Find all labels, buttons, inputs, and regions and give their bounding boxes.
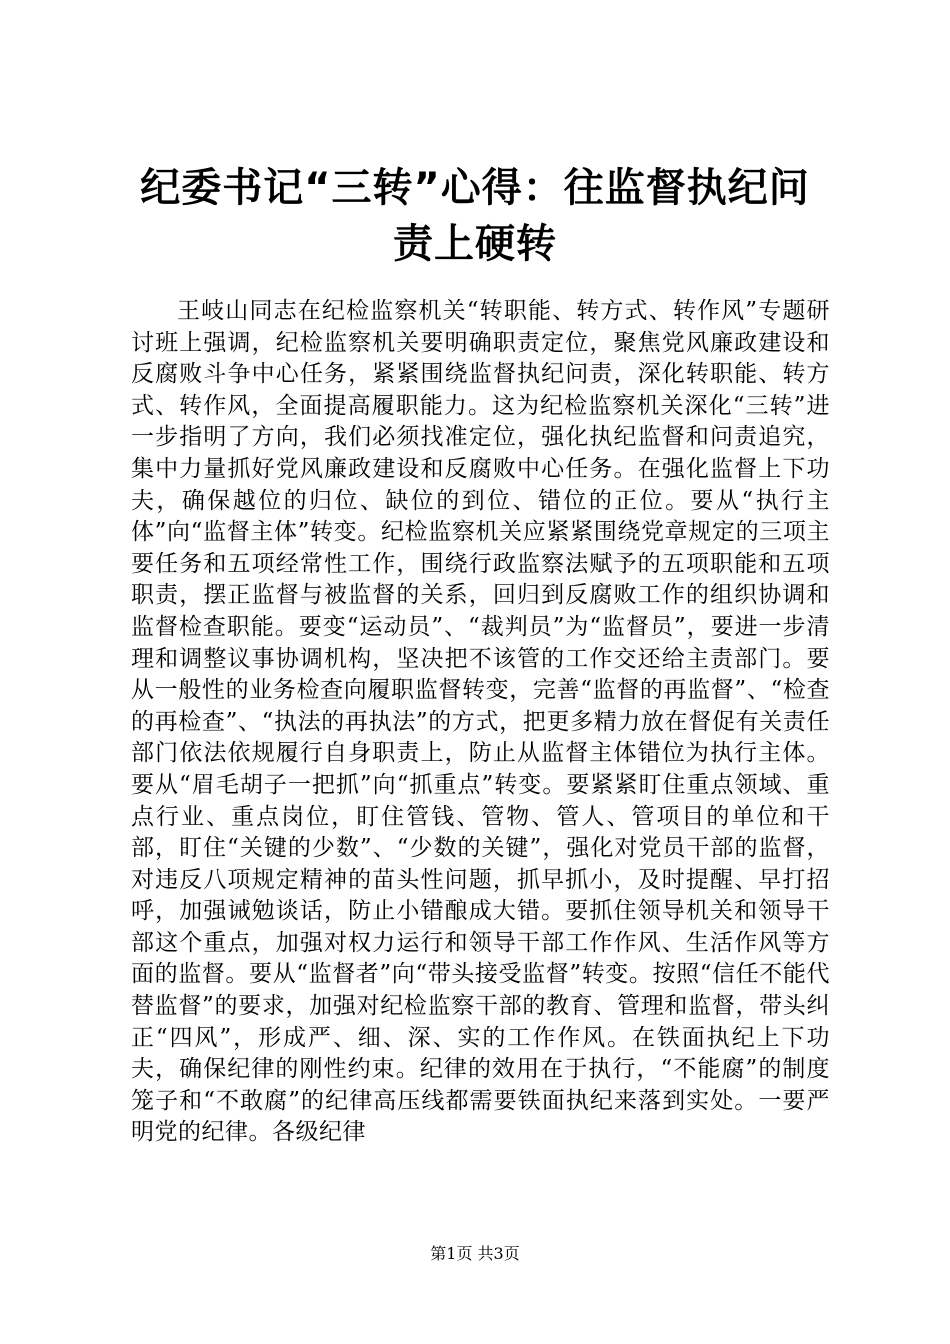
page-number-footer: 第1页 共3页 <box>430 1244 520 1263</box>
document-body-paragraph: 王岐山同志在纪检监察机关“转职能、转方式、转作风”专题研讨班上强调，纪检监察机关要明确职责定位，聚焦党风廉政建设和反腐败斗争中心任务，紧紧围绕监督执纪问责，深化转职能、转方式、转作风，全面提高履职能力。这为纪检监察机关深化“三转”进一步指明了方向，我们必须找准定位，强化执纪监督和问责追究，集中力量抓好党风廉政建设和反腐败中心任务。在强化监督上下功夫，确保越位的归位、缺位的到位、错位的正位。要从“执行主体”向“监督主体”转变。纪检监察机关应紧紧围绕党章规定的三项主要任务和五项经常性工作，围绕行政监察法赋予的五项职能和五项职责，摆正监督与被监督的关系，回归到反腐败工作的组织协调和监督检查职能。要变“运动员”、“裁判员”为“监督员”，要进一步清理和调整议事协调机构，坚决把不该管的工作交还给主责部门。要从一般性的业务检查向履职监督转变，完善“监督的再监督”、“检查的再检查”、“执法的再执法”的方式，把更多精力放在督促有关责任部门依法依规履行自身职责上，防止从监督主体错位为执行主体。要从“眉毛胡子一把抓”向“抓重点”转变。要紧紧盯住重点领域、重点行业、重点岗位，盯住管钱、管物、管人、管项目的单位和干部，盯住“关键的少数”、“少数的关键”，强化对党员干部的监督，对违反八项规定精神的苗头性问题，抓早抓小，及时提醒、早打招呼，加强诫勉谈话，防止小错酿成大错。要抓住领导机关和领导干部这个重点，加强对权力运行和领导干部工作作风、生活作风等方面的监督。要从“监督者”向“带头接受监督”转变。按照“信任不能代替监督”的要求，加强对纪检监察干部的教育、管理和监督，带头纠正“四风”，形成严、细、深、实的工作作风。在铁面执纪上下功夫，确保纪律的刚性约束。纪律的效用在于执行，“不能腐”的制度笼子和“不敢腐”的纪律高压线都需要铁面执纪来落到实处。一要严明党的纪律。各级纪律 <box>131 298 830 1146</box>
document-title: 纪委书记“三转”心得：往监督执纪问责上硬转 <box>140 165 810 267</box>
